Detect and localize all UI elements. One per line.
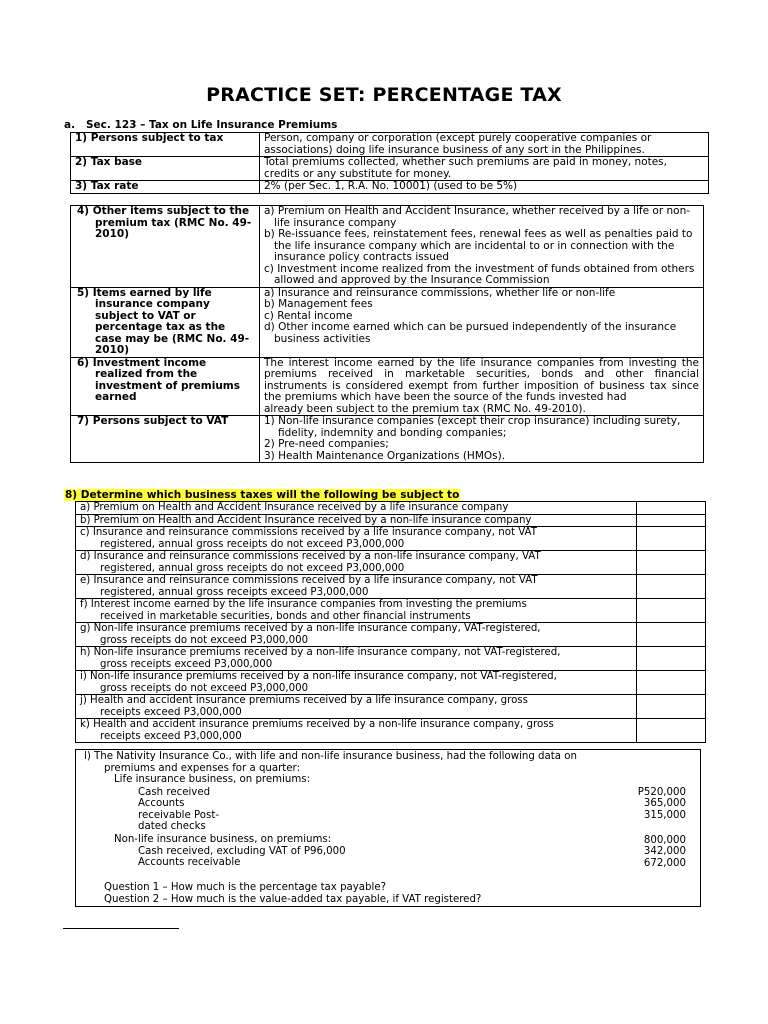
list-item: c) Investment income realized from the investment of funds obtained from others allowed and approved by the Insurance Commission <box>264 262 695 286</box>
row-label: 2) Tax base <box>71 157 260 181</box>
life-cash-label: Cash received <box>138 787 211 798</box>
row-label: 4) Other items subject to the premium tax (RMC No. 49-2010) <box>71 206 260 288</box>
question-8-heading: 8) Determine which business taxes will the following be subject to <box>65 489 460 501</box>
list-item: a) Insurance and reinsurance commissions, whether life or non-life <box>264 286 616 299</box>
table-row: k) Health and accident insurance premiums received by a non-life insurance company, gross receipts exceed P3,000,000 <box>76 719 706 743</box>
life-accounts-label: receivable Post- <box>138 810 219 821</box>
life-heading: Life insurance business, on premiums: <box>114 774 311 785</box>
row-text: Total premiums collected, whether such premiums are paid in money, notes, credits or any substitute for money. <box>260 157 709 181</box>
question-8-table <box>75 501 706 743</box>
list-item: d) Other income earned which can be pursued independently of the insurance business activities <box>264 321 677 345</box>
section-marker: a. <box>64 119 76 131</box>
list-item: 2) Pre-need companies; <box>264 438 389 450</box>
item-l-intro-cont: premiums and expenses for a quarter: <box>104 763 300 774</box>
question-2: Question 2 – How much is the value-added tax payable, if VAT registered? <box>104 894 482 905</box>
answer-cell[interactable] <box>637 575 706 599</box>
list-item: already been subject to the premium tax (RMC No. 49-2010). <box>264 402 586 415</box>
amount: P520,000 <box>637 787 686 798</box>
life-accounts-label: Accounts <box>138 798 185 809</box>
answer-cell[interactable] <box>637 671 706 695</box>
table-row <box>71 157 709 181</box>
amount: 672,000 <box>643 858 686 869</box>
answer-cell[interactable] <box>637 719 706 743</box>
item-l-box <box>75 749 701 907</box>
row-label: 1) Persons subject to tax <box>71 133 260 157</box>
row-text: 2% (per Sec. 1, R.A. No. 10001) (used to be 5%) <box>260 181 709 194</box>
section-heading: Sec. 123 – Tax on Life Insurance Premiums <box>86 119 338 131</box>
list-item: c) Rental income <box>264 309 353 322</box>
answer-cell[interactable] <box>637 551 706 575</box>
list-item: 3) Health Maintenance Organizations (HMOs). <box>264 449 506 462</box>
page-title: PRACTICE SET: PERCENTAGE TAX <box>206 84 562 106</box>
answer-cell[interactable] <box>637 527 706 551</box>
table-row <box>71 287 704 357</box>
amount: 342,000 <box>643 846 686 857</box>
row-items <box>260 287 704 357</box>
section-a-heading <box>64 119 337 131</box>
answer-cell[interactable] <box>637 514 706 527</box>
table-row: a) Premium on Health and Accident Insurance received by a life insurance company <box>76 502 706 515</box>
row-label: 3) Tax rate <box>71 181 260 194</box>
tax-table-1 <box>70 132 709 194</box>
answer-cell[interactable] <box>637 599 706 623</box>
table-row: h) Non-life insurance premiums received by a non-life insurance company, not VAT-registered, gross receipts exceed P3,000,000 <box>76 647 706 671</box>
list-item: b) Re-issuance fees, reinstatement fees, renewal fees as well as penalties paid to the life insurance company which are incidental to or in connection with the insurance policy contracts issued <box>264 228 693 263</box>
nonlife-heading: Non-life insurance business, on premiums: <box>114 834 332 845</box>
life-accounts-label: dated checks <box>138 821 206 832</box>
table-row <box>71 181 709 194</box>
table-row <box>71 133 709 157</box>
row-label: 5) Items earned by life insurance company subject to VAT or percentage tax as the case may be (RMC No. 49-2010) <box>71 287 260 357</box>
question-1: Question 1 – How much is the percentage tax payable? <box>104 882 387 893</box>
row-items <box>260 357 704 416</box>
answer-cell[interactable] <box>637 623 706 647</box>
amount: 315,000 <box>643 810 686 821</box>
table-row: d) Insurance and reinsurance commissions received by a non-life insurance company, VAT registered, annual gross receipts do not exceed P3,000,000 <box>76 551 706 575</box>
list-item: b) Management fees <box>264 298 373 310</box>
row-label: 7) Persons subject to VAT <box>71 416 260 463</box>
answer-cell[interactable] <box>637 647 706 671</box>
row-label: 6) Investment income realized from the investment of premiums earned <box>71 357 260 416</box>
list-item: 1) Non-life insurance companies (except their crop insurance) including surety, fidelity, indemnity and bonding companies; <box>264 415 681 439</box>
nonlife-cash-label: Cash received, excluding VAT of P96,000 <box>138 846 346 857</box>
table-row <box>71 206 704 288</box>
table-row: i) Non-life insurance premiums received by a non-life insurance company, not VAT-registered, gross receipts do not exceed P3,000,000 <box>76 671 706 695</box>
item-l-intro: l) The Nativity Insurance Co., with life and non-life insurance business, had the following data on <box>84 751 577 762</box>
row-text: Person, company or corporation (except purely cooperative companies or associations) doing life insurance business of any sort in the Philippines. <box>260 133 709 157</box>
answer-cell[interactable] <box>637 502 706 515</box>
footnote-separator <box>63 928 179 929</box>
row-items <box>260 416 704 463</box>
table-row: e) Insurance and reinsurance commissions received by a life insurance company, not VAT registered, annual gross receipts exceed P3,000,000 <box>76 575 706 599</box>
table-row <box>71 416 704 463</box>
amount: 800,000 <box>643 835 686 846</box>
table-row: g) Non-life insurance premiums received by a non-life insurance company, VAT-registered, gross receipts do not exceed P3,000,000 <box>76 623 706 647</box>
nonlife-ar-label: Accounts receivable <box>138 857 241 868</box>
table-row: f) Interest income earned by the life insurance companies from investing the premiums received in marketable securities, bonds and other financial instruments <box>76 599 706 623</box>
tax-table-2 <box>70 205 704 463</box>
table-row: j) Health and accident insurance premiums received by a life insurance company, gross receipts exceed P3,000,000 <box>76 695 706 719</box>
row-items <box>260 206 704 288</box>
table-row: c) Insurance and reinsurance commissions received by a life insurance company, not VAT registered, annual gross receipts do not exceed P3,000,000 <box>76 527 706 551</box>
table-row: b) Premium on Health and Accident Insurance received by a non-life insurance company <box>76 514 706 527</box>
list-item: a) Premium on Health and Accident Insurance, whether received by a life or non-life insurance company <box>264 205 691 229</box>
amount: 365,000 <box>643 798 686 809</box>
list-item: The interest income earned by the life insurance companies from investing the premiums received in marketable securities, bonds and other financial instruments is considered exempt from further imposition of business tax since the premiums which have been the source of the funds invested had <box>264 356 699 403</box>
answer-cell[interactable] <box>637 695 706 719</box>
table-row <box>71 357 704 416</box>
